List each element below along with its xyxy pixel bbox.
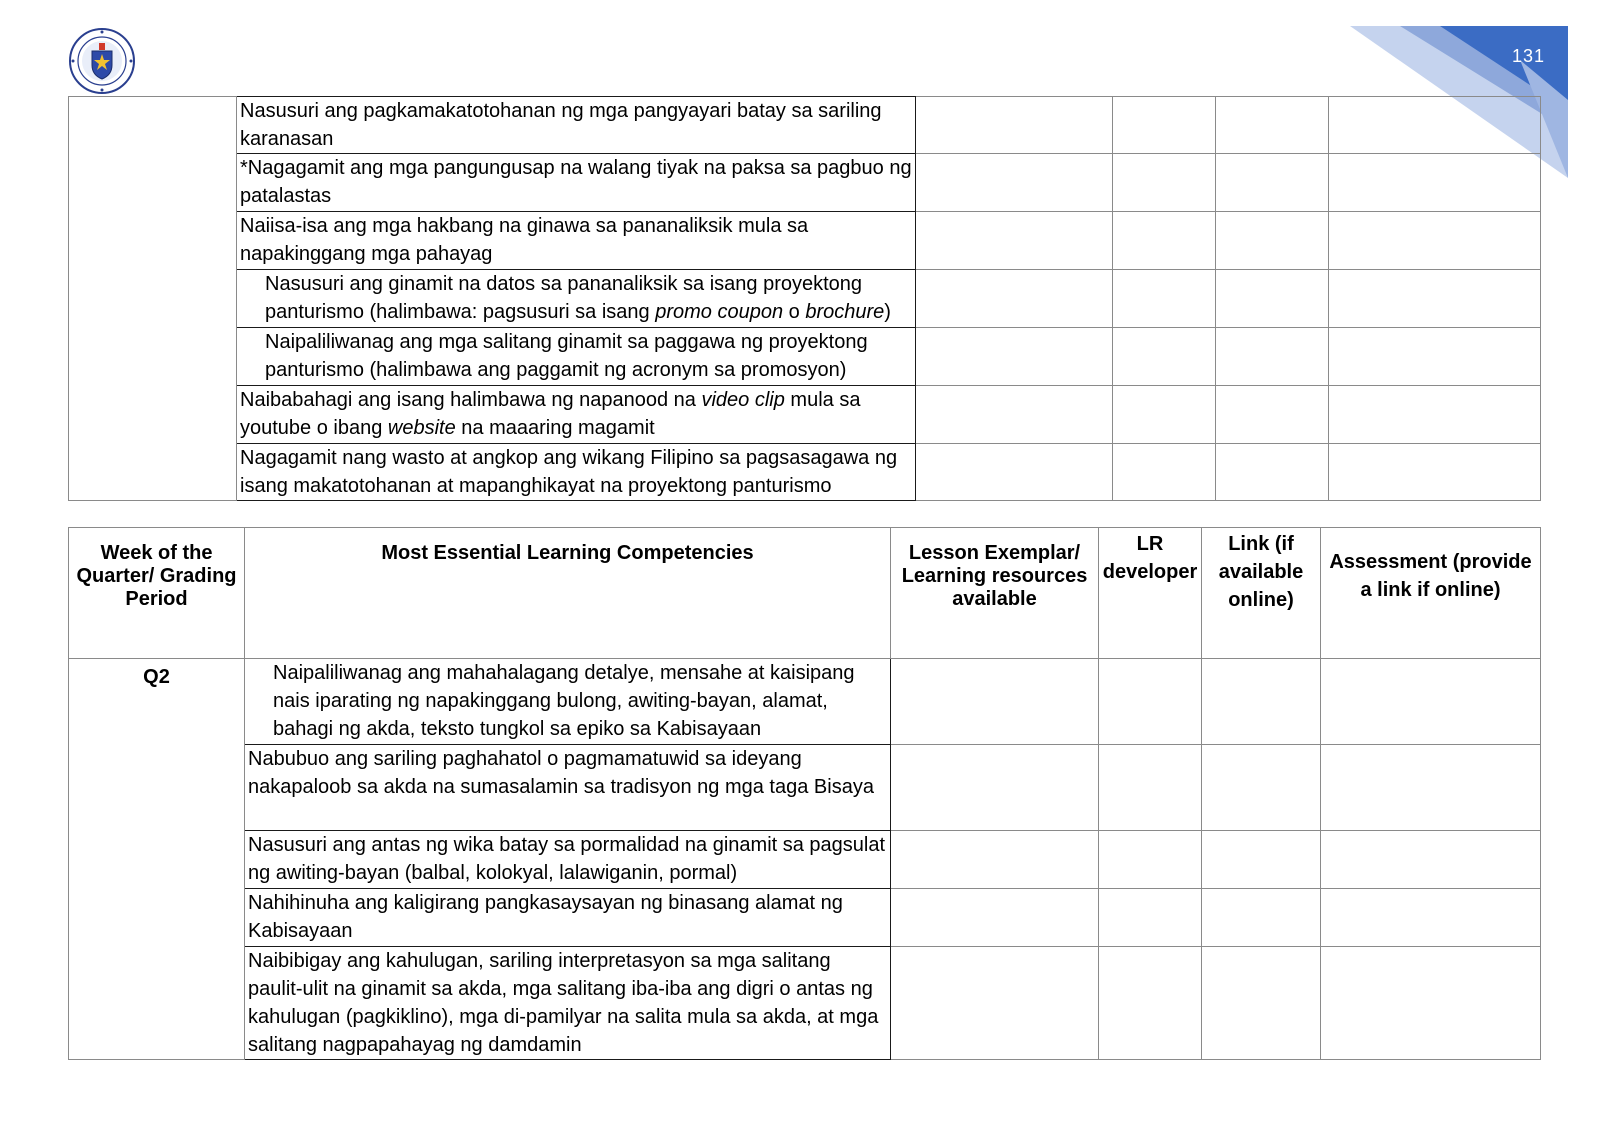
link-cell — [1202, 831, 1321, 889]
lesson-cell — [891, 947, 1099, 1060]
lr-cell — [1113, 386, 1216, 444]
assessment-cell — [1329, 154, 1541, 212]
melc-table — [68, 527, 1541, 1060]
lr-cell — [1099, 745, 1202, 831]
lesson-cell — [891, 745, 1099, 831]
lesson-cell — [916, 270, 1113, 328]
table-row — [69, 745, 1541, 831]
assessment-cell — [1321, 831, 1541, 889]
assessment-cell — [1329, 328, 1541, 386]
competency-table-continued — [68, 96, 1541, 501]
competency-text: Naipaliliwanag ang mahahalagang detalye, mensahe at kaisipang nais iparating ng napakinggang bulong, awiting-bayan, alamat, bahagi ng akda, teksto tungkol sa epiko sa Kabisayaan — [273, 662, 855, 740]
competency-text: Nabubuo ang sariling paghahatol o pagmamatuwid sa ideyang nakapaloob sa akda na sumasalamin sa tradisyon ng mga taga Bisaya — [248, 748, 874, 798]
lr-cell — [1113, 444, 1216, 501]
lr-cell — [1113, 328, 1216, 386]
quarter-cell: Q2 — [69, 659, 245, 1060]
table1-body — [69, 97, 1541, 501]
competency-text: na maaaring magamit — [455, 417, 655, 439]
competency-cell — [237, 270, 916, 328]
competency-text: Nasusuri ang antas ng wika batay sa pormalidad na ginamit sa pagsulat ng awiting-bayan (balbal, kolokyal, lalawiganin, pormal) — [248, 834, 886, 884]
competency-text-italic: video clip — [701, 389, 785, 411]
competency-cell — [237, 154, 916, 212]
link-cell — [1216, 212, 1329, 270]
week-cell-empty — [69, 97, 237, 501]
competency-text: Nasusuri ang pagkamakatotohanan ng mga pangyayari batay sa sariling karanasan — [240, 100, 882, 150]
lesson-cell — [916, 212, 1113, 270]
header-assessment: Assessment (provide a link if online) — [1321, 528, 1541, 659]
competency-cell — [237, 444, 916, 501]
competency-cell — [245, 889, 891, 947]
lesson-cell — [916, 328, 1113, 386]
table-row — [69, 386, 1541, 444]
table-row — [69, 154, 1541, 212]
link-cell — [1216, 97, 1329, 154]
table-row — [69, 889, 1541, 947]
competency-cell — [245, 745, 891, 831]
competency-cell — [245, 947, 891, 1060]
table-row — [69, 328, 1541, 386]
table-row — [69, 947, 1541, 1060]
assessment-cell — [1321, 947, 1541, 1060]
table-row — [69, 97, 1541, 154]
lr-cell — [1113, 154, 1216, 212]
assessment-cell — [1329, 386, 1541, 444]
assessment-cell — [1329, 212, 1541, 270]
header-week: Week of the Quarter/ Grading Period — [69, 528, 245, 659]
competency-cell — [237, 386, 916, 444]
competency-text-italic: brochure — [805, 301, 885, 323]
competency-text-italic: promo coupon — [655, 301, 784, 323]
competency-text: Naibabahagi ang isang halimbawa ng napanood na — [240, 389, 702, 411]
competency-text: Naibibigay ang kahulugan, sariling interpretasyon sa mga salitang paulit-ulit na ginamit sa akda, mga salitang iba-iba ang digri o antas ng kahulugan (pagkiklino), mga di-pamilyar na salita mula sa akda, at mga salitang nagpapahayag ng damdamin — [248, 950, 879, 1056]
competency-text-italic: website — [387, 417, 456, 439]
table-row — [69, 212, 1541, 270]
header-lesson: Lesson Exemplar/ Learning resources available — [891, 528, 1099, 659]
page-number: 131 — [1512, 46, 1546, 66]
link-cell — [1216, 386, 1329, 444]
lesson-cell — [891, 889, 1099, 947]
header-row — [69, 528, 1541, 659]
link-cell — [1216, 270, 1329, 328]
lr-cell — [1099, 831, 1202, 889]
table-row — [69, 659, 1541, 745]
lr-cell — [1113, 270, 1216, 328]
link-cell — [1216, 444, 1329, 501]
lr-cell — [1113, 212, 1216, 270]
competency-text: ) — [884, 301, 891, 323]
competency-text: Nahihinuha ang kaligirang pangkasaysayan ng binasang alamat ng Kabisayaan — [248, 892, 843, 942]
table-row — [69, 270, 1541, 328]
competency-text: *Nagagamit ang mga pangungusap na walang tiyak na paksa sa pagbuo ng patalastas — [240, 157, 912, 207]
link-cell — [1202, 659, 1321, 745]
assessment-cell — [1321, 745, 1541, 831]
competency-text: Nasusuri ang ginamit na datos sa pananaliksik sa isang proyektong panturismo (halimbawa: pagsusuri sa isang — [265, 273, 863, 323]
competency-text: o — [783, 301, 806, 323]
lr-cell — [1099, 889, 1202, 947]
assessment-cell — [1321, 889, 1541, 947]
assessment-cell — [1329, 270, 1541, 328]
competency-cell — [237, 212, 916, 270]
lr-cell — [1113, 97, 1216, 154]
header-melc: Most Essential Learning Competencies — [245, 528, 891, 659]
link-cell — [1202, 947, 1321, 1060]
competency-text: mula sa youtube o ibang — [240, 389, 861, 439]
table-row — [69, 444, 1541, 501]
competency-text: Naiisa-isa ang mga hakbang na ginawa sa pananaliksik mula sa napakinggang mga pahayag — [240, 215, 809, 265]
competency-cell — [237, 328, 916, 386]
link-cell — [1216, 154, 1329, 212]
link-cell — [1202, 745, 1321, 831]
link-cell — [1216, 328, 1329, 386]
link-cell — [1202, 889, 1321, 947]
lr-cell — [1099, 659, 1202, 745]
lr-cell — [1099, 947, 1202, 1060]
competency-cell — [245, 831, 891, 889]
competency-text: Nagagamit nang wasto at angkop ang wikang Filipino sa pagsasagawa ng isang makatotohanan at mapanghikayat na proyektong panturismo — [240, 447, 898, 497]
lesson-cell — [916, 444, 1113, 501]
lesson-cell — [891, 831, 1099, 889]
lesson-cell — [891, 659, 1099, 745]
header-link: Link (if available online) — [1202, 528, 1321, 659]
assessment-cell — [1329, 97, 1541, 154]
assessment-cell — [1329, 444, 1541, 501]
table2-body — [69, 659, 1541, 1060]
assessment-cell — [1321, 659, 1541, 745]
competency-text: Naipaliliwanag ang mga salitang ginamit sa paggawa ng proyektong panturismo (halimbawa ang paggamit ng acronym sa promosyon) — [265, 331, 868, 381]
lesson-cell — [916, 386, 1113, 444]
competency-cell — [237, 97, 916, 154]
deped-seal-icon — [68, 27, 136, 95]
table-row — [69, 831, 1541, 889]
lesson-cell — [916, 97, 1113, 154]
lesson-cell — [916, 154, 1113, 212]
header-lr-developer: LR developer — [1099, 528, 1202, 659]
competency-cell — [245, 659, 891, 745]
